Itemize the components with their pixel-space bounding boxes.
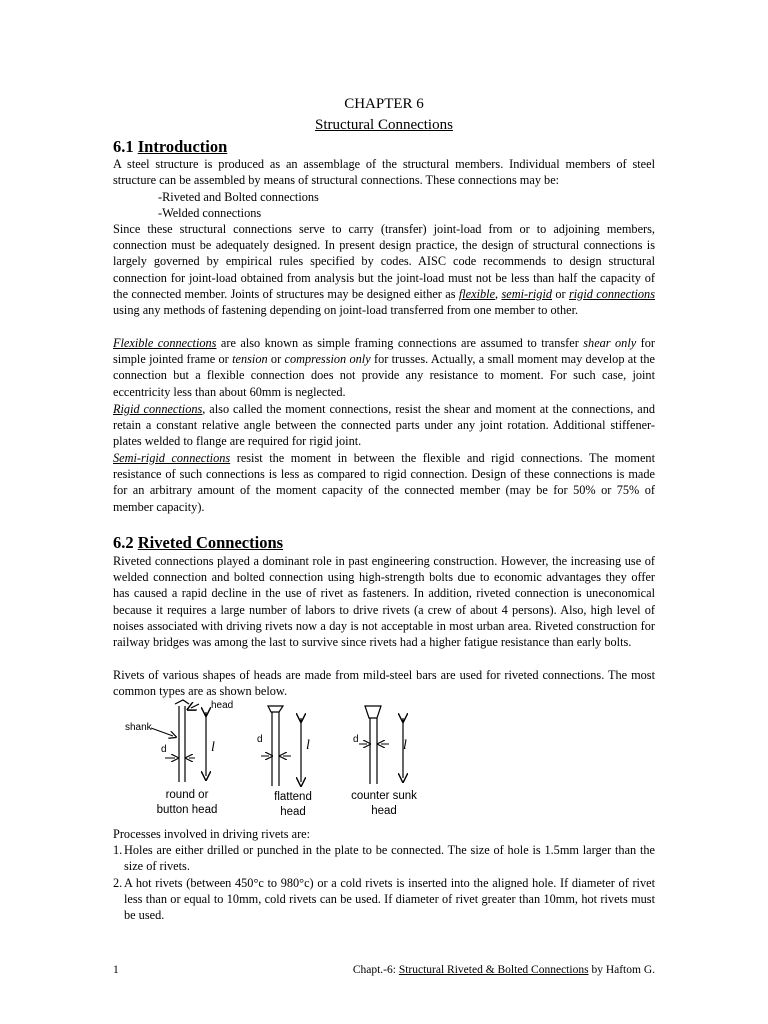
rivet-countersunk-head-drawing	[359, 706, 403, 784]
list-item-riveted: -Riveted and Bolted connections	[158, 190, 319, 204]
d-label-3: d	[353, 734, 359, 745]
p2-text-b: for simple jointed frame or	[113, 336, 656, 367]
process-step-2-number: 2.	[113, 876, 123, 890]
section-61-paragraph-semirigid	[113, 450, 655, 515]
section-61-paragraph-flexible	[113, 335, 655, 400]
footer-prefix: Chapt.-6:	[352, 964, 399, 976]
p4-text: resist the moment in between the flexible and rigid connections. The moment resistance of such connections is less as compared to rigid connection. Design of these connections is made for an arbitrary amount of the moment capacity of the connected member (may be for 50% or 75% of member capacity).	[113, 451, 655, 514]
footer-title: Structural Riveted & Bolted Connections	[398, 964, 589, 976]
list-item-welded: -Welded connections	[158, 206, 262, 220]
rivet2-caption	[253, 790, 333, 820]
p3-text: , also called the moment connections, resist the shear and moment at the connections, and retain a constant relative angle between the connected parts under any joint rotation. Additional stiffener-plates welded to flange are required for rigid joint.	[113, 402, 655, 449]
section-61-intro: A steel structure is produced as an assemblage of the structural members. Individual members of steel structure can be assembled by means of structural connections. These connections may be:	[113, 157, 655, 188]
p1-text-end: using any methods of fastening depending on joint-load transferred from one member to other.	[113, 303, 579, 318]
chapter-label: CHAPTER 6	[344, 96, 424, 112]
process-step-1-text: Holes are either drilled or punched in the plate to be connected. The size of hole is 1.5mm larger than the size of rivets.	[124, 843, 655, 874]
rivet2-caption-line2: head	[280, 806, 306, 818]
rivet-types-figure	[113, 698, 655, 826]
p1-comma: ,	[495, 286, 502, 301]
process-step-2-text: A hot rivets (between 450°c to 980°c) or a cold rivets is inserted into the aligned hole. If diameter of rivet less than or equal to 10mm, cold rivets can be used. If diameter of rivet greater than 10mm, hot rivets must be used.	[124, 876, 655, 923]
p1-or: or	[552, 286, 569, 301]
l-label-3: l	[403, 738, 407, 753]
shank-label: shank	[125, 722, 152, 733]
term-tension: tension	[232, 352, 268, 367]
term-rigid-connections: rigid connections	[568, 286, 655, 301]
rivet3-caption-line1: counter sunk	[351, 790, 417, 802]
rivet3-caption-line2: head	[371, 805, 397, 817]
section-62-paragraph-1: Riveted connections played a dominant role in past engineering construction. However, the increasing use of welded connection and bolted connection using high-strength bolts due to economic advantages they offer has caused a rapid decline in the use of rivet as fasteners. In addition, riveted connection is uneconomical because it requires a large number of labors to drive rivets (a crew of about 4 persons). Also, high level of noises associated with driving rivets now a day is not acceptable in most urban area. Riveted construction for railway bridges was among the last to survive since rivets had a higher fatigue resistance than early bolts.	[113, 554, 655, 650]
rivet-flattened-head-drawing	[261, 706, 301, 786]
chapter-title: Structural Connections	[315, 117, 453, 133]
term-compression-only: compression only	[284, 352, 371, 367]
p2-text-c: for trusses. Actually, a small moment may develop at the connection but a flexible connection does not provide any resistance to moment. For such case, joint eccentricity less than about 60mm is neglected.	[113, 352, 655, 399]
footer-suffix: by Haftom G.	[588, 964, 655, 976]
rivet3-caption	[339, 789, 429, 819]
section-61-paragraph-1	[113, 221, 655, 318]
processes-intro: Processes involved in driving rivets are:	[113, 827, 311, 841]
section-61-heading	[113, 137, 227, 157]
term-rigid: Rigid connections	[113, 402, 203, 416]
d-label-2: d	[257, 734, 263, 745]
p2-or: or	[267, 352, 285, 367]
rivet2-caption-line1: flattend	[274, 791, 312, 803]
l-label-2: l	[306, 738, 310, 753]
rivet-round-head-drawing	[151, 700, 206, 782]
process-step-1-number: 1.	[113, 843, 123, 857]
section-62-title: Riveted Connections	[137, 533, 284, 552]
footer-running-title	[353, 964, 655, 976]
term-semirigid: Semi-rigid connections	[113, 451, 231, 465]
term-semi-rigid: semi-rigid	[501, 286, 553, 301]
rivet1-caption-line2: button head	[156, 804, 218, 816]
section-62-heading	[113, 533, 283, 553]
section-61-title: Introduction	[137, 137, 228, 156]
term-flexible: flexible	[458, 286, 496, 301]
rivet1-caption	[147, 788, 227, 818]
rivet1-caption-line1: round or	[165, 789, 209, 801]
head-label: head	[211, 700, 234, 711]
p2-text-a: are also known as simple framing connections are assumed to transfer	[216, 336, 584, 350]
d-label-1: d	[161, 744, 167, 755]
section-62-paragraph-2: Rivets of various shapes of heads are made from mild-steel bars are used for riveted connections. The most common types are as shown below.	[113, 668, 655, 699]
term-shear-only: shear only	[583, 336, 637, 350]
p1-text-a: Since these structural connections serve to carry (transfer) joint-load from or to adjoining members, connection must be adequately designed. In present design practice, the design of structural connections is largely governed by empirical rules specified by codes. AISC code recommends to design structural connection for joint-load obtained from analysis but the joint-load must not be less than half the capacity of the connected member. Joints of structures may be designed either as	[113, 222, 655, 301]
section-62-number: 6.2	[113, 533, 134, 552]
section-61-paragraph-rigid	[113, 401, 655, 450]
page-number: 1	[113, 964, 119, 976]
l-label-1: l	[211, 740, 215, 755]
section-61-number: 6.1	[113, 137, 134, 156]
term-flexible-connections: Flexible connections	[113, 336, 217, 350]
